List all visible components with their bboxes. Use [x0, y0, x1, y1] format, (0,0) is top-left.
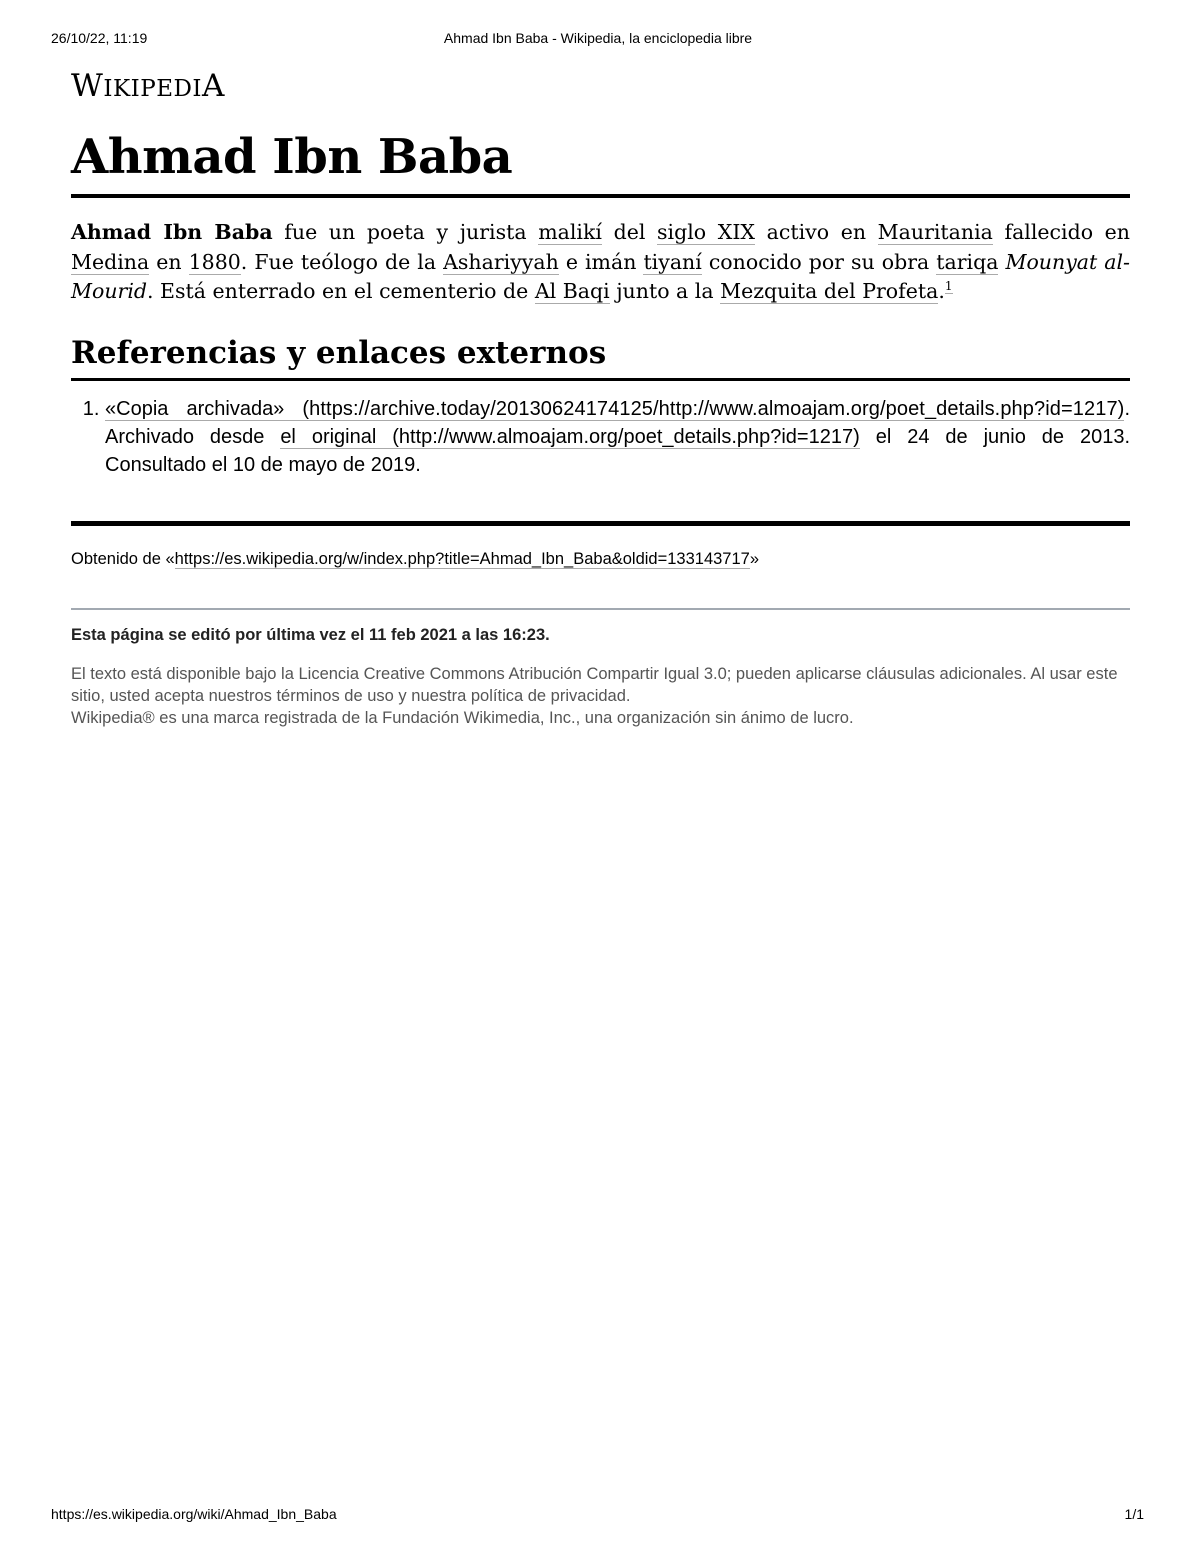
print-url: https://es.wikipedia.org/wiki/Ahmad_Ibn_Baba [51, 1506, 337, 1522]
retrieved-url-link[interactable]: https://es.wikipedia.org/w/index.php?title=Ahmad_Ibn_Baba&oldid=133143717 [174, 549, 750, 568]
link-tariqa[interactable]: tariqa [936, 249, 999, 274]
link-medina[interactable]: Medina [71, 249, 150, 274]
link-1880[interactable]: 1880 [188, 249, 241, 274]
link-ashariyyah[interactable]: Ashariyyah [443, 249, 559, 274]
last-edit-info: Esta página se editó por última vez el 11 feb 2021 a las 16:23. [71, 625, 550, 644]
license-line: El texto está disponible bajo la Licencia Creative Commons Atribución Compartir Igual 3.0; pueden aplicarse cláusulas adicionales. Al usar este sitio, usted acepta nuestros términos de uso y nuestra política de privacidad. [71, 664, 1118, 705]
work-title: Mounyat al-Mourid [71, 249, 1130, 303]
trademark-line: Wikipedia® es una marca registrada de la Fundación Wikimedia, Inc., una organización sin ánimo de lucro. [71, 708, 854, 727]
reference-original-link[interactable]: el original (http://www.almoajam.org/poet_details.php?id=1217) [280, 425, 860, 448]
retrieved-from: Obtenido de «https://es.wikipedia.org/w/index.php?title=Ahmad_Ibn_Baba&oldid=133143717» [71, 549, 760, 568]
footer-divider [71, 608, 1130, 610]
reference-item: 1. «Copia archivada» (https://archive.today/20130624174125/http://www.almoajam.org/poet_details.php?id=1217). Archivado desde el original (http://www.almoajam.org/poet_details.php?id=1217) el 24 de junio de 2013. Consultado el 10 de mayo de 2019. [105, 395, 1130, 479]
article-subject: Ahmad Ibn Baba [71, 220, 273, 244]
print-header [51, 30, 1145, 50]
link-siglo-xix[interactable]: siglo XIX [657, 220, 756, 244]
intro-paragraph: Ahmad Ibn Baba fue un poeta y jurista malikí del siglo XIX activo en Mauritania fallecido en Medina en 1880. Fue teólogo de la Ashariyyah e imán tiyaní conocido por su obra tariqa Mounyat al-Mourid. Está enterrado en el cementerio de Al Baqi junto a la Mezquita del Profeta.$^1$ [71, 220, 1130, 303]
reference-archive-link[interactable]: «Copia archivada» (https://archive.today/20130624174125/http://www.almoajam.org/poet_details.php?id=1217) [105, 397, 1125, 420]
wikipedia-logo[interactable]: WIKIPEDIA [71, 68, 225, 104]
print-page-number: 1/1 [1124, 1506, 1144, 1522]
content-divider [71, 521, 1130, 526]
references-list [71, 395, 1130, 479]
link-mauritania[interactable]: Mauritania [877, 220, 993, 244]
article-content [71, 66, 1130, 729]
page-title: Ahmad Ibn Baba [71, 128, 1130, 198]
references-heading: Referencias y enlaces externos [71, 334, 1130, 381]
link-maliki[interactable]: malikí [538, 220, 602, 244]
print-datetime: 26/10/22, 11:19 [51, 30, 148, 46]
license-text [71, 663, 1130, 729]
print-doc-title: Ahmad Ibn Baba - Wikipedia, la enciclopedia libre [443, 30, 753, 46]
reference-marker[interactable]: 1 [944, 279, 953, 294]
print-footer [51, 1506, 1144, 1526]
link-al-baqi[interactable]: Al Baqi [534, 279, 610, 303]
link-mezquita-del-profeta[interactable]: Mezquita del Profeta [720, 279, 939, 303]
link-tiyani[interactable]: tiyaní [643, 249, 702, 274]
